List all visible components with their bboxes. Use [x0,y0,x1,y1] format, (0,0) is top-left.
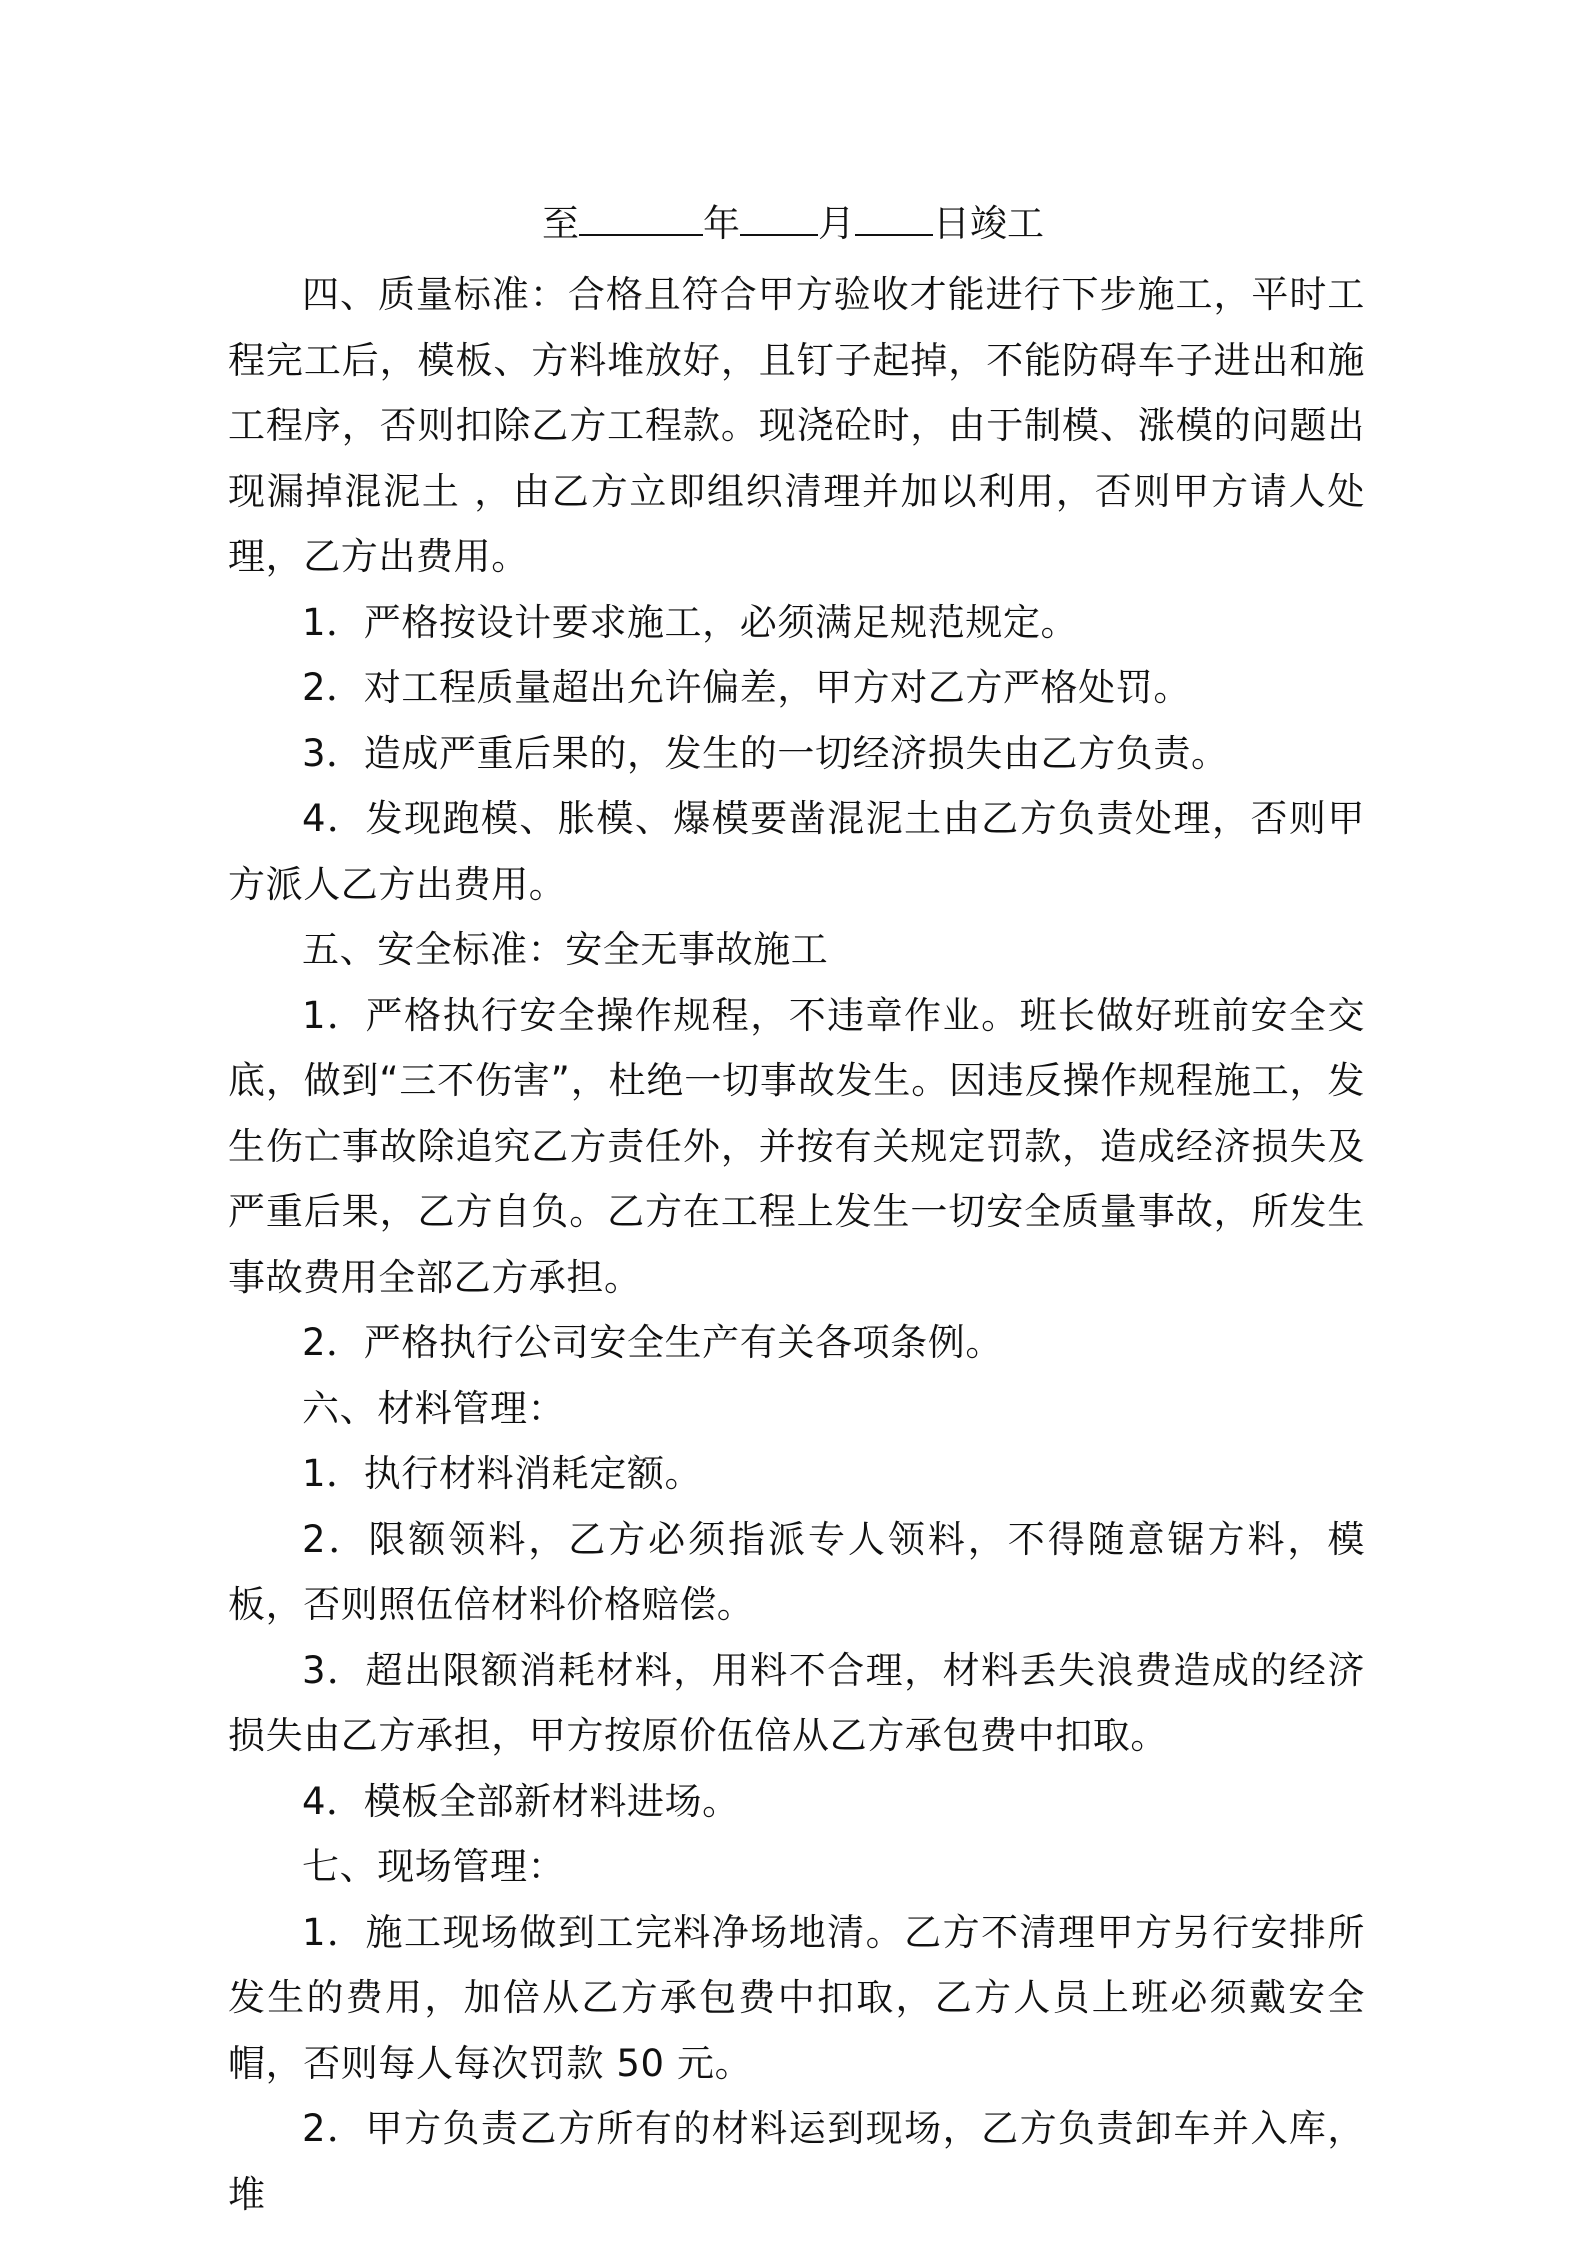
document-body [228,262,1365,2227]
safety-item-2: 2．严格执行公司安全生产有关各项条例。 [302,1321,1003,1364]
material-item-1: 1．执行材料消耗定额。 [302,1452,703,1495]
section-quality-standard: 四、质量标准：合格且符合甲方验收才能进行下步施工，平时工程完工后，模板、方料堆放好，且钉子起掉，不能防碍车子进出和施工程序，否则扣除乙方工程款。现浇砼时，由于制模、涨模的问题出现漏掉混泥土 ，由乙方立即组织清理并加以利用，否则甲方请人处理，乙方出费用。 [228,273,1365,578]
safety-item-1: 1．严格执行安全操作规程，不违章作业。班长做好班前安全交底，做到“三不伤害”，杜绝一切事故发生。因违反操作规程施工，发生伤亡事故除追究乙方责任外，并按有关规定罚款，造成经济损失及严重后果，乙方自负。乙方在工程上发生一切安全质量事故，所发生事故费用全部乙方承担。 [228,993,1365,1299]
year-label: 年 [703,202,740,245]
month-label: 月 [818,202,855,245]
completion-date-line [0,196,1586,252]
section-site-management: 七、现场管理： [302,1845,566,1888]
quality-item-3: 3．造成严重后果的，发生的一切经济损失由乙方负责。 [302,731,1229,775]
site-item-1: 1．施工现场做到工完料净场地清。乙方不清理甲方另行安排所发生的费用，加倍从乙方承包费中扣取，乙方人员上班必须戴安全帽，否则每人每次罚款 50 元。 [228,1910,1365,2085]
month-blank [740,196,818,236]
site-item-2: 2．甲方负责乙方所有的材料运到现场，乙方负责卸车并入库，堆 [228,2107,1365,2216]
material-item-2: 2．限额领料，乙方必须指派专人领料，不得随意锯方料，模板，否则照伍倍材料价格赔偿。 [228,1517,1365,1626]
day-blank [855,196,933,236]
section-safety-standard: 五、安全标准：安全无事故施工 [302,928,829,971]
material-item-3: 3．超出限额消耗材料，用料不合理，材料丢失浪费造成的经济损失由乙方承担，甲方按原价伍倍从乙方承包费中扣取。 [228,1648,1365,1757]
quality-item-4: 4．发现跑模、胀模、爆模要凿混泥土由乙方负责处理，否则甲方派人乙方出费用。 [228,797,1365,906]
quality-item-1: 1．严格按设计要求施工，必须满足规范规定。 [302,600,1079,644]
day-completion-label: 日竣工 [933,202,1044,245]
year-blank [579,196,703,236]
material-item-4: 4．模板全部新材料进场。 [302,1779,740,1823]
section-material-management: 六、材料管理： [302,1386,566,1430]
date-prefix: 至 [542,202,579,245]
quality-item-2: 2．对工程质量超出允许偏差，甲方对乙方严格处罚。 [302,666,1191,709]
